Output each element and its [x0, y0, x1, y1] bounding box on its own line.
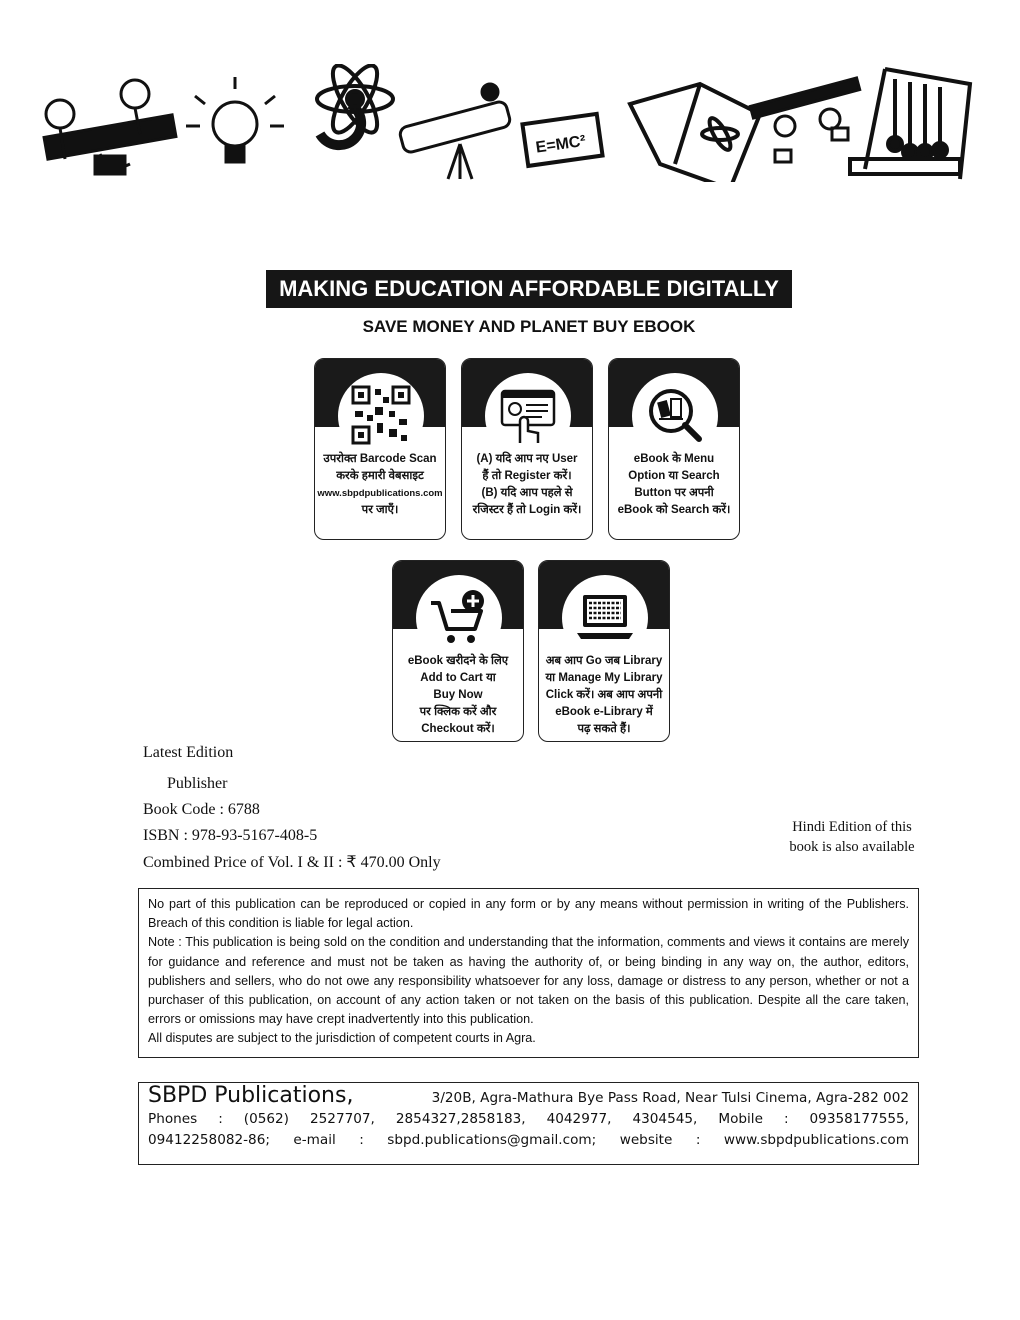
disclaimer-paragraph: All disputes are subject to the jurisdiction of competent courts in Agra.: [148, 1031, 536, 1046]
newtons-cradle-icon: [850, 69, 970, 179]
step-text: Add to Cart या: [420, 672, 496, 684]
subslogan: SAVE MONEY AND PLANET BUY EBOOK: [362, 317, 696, 336]
publisher-contact: 09412258082-86; e-mail : sbpd.publications@gmail.com; website : www.sbpdpublications.com: [148, 1132, 909, 1148]
step-card-scan: [314, 358, 446, 540]
disclaimer-paragraph: No part of this publication can be reproduced or copied in any form or by any means without permission in writing of the Publishers. Breach of this condition is liable for legal action.: [148, 897, 909, 931]
open-book-icon: [630, 84, 760, 182]
register-card-icon: [498, 385, 558, 445]
step-text: हैं तो Register करें।: [482, 470, 572, 482]
publisher-label: Publisher: [167, 775, 228, 792]
step-text: या Manage My Library: [545, 672, 663, 684]
hindi-note-line: book is also available: [789, 838, 915, 855]
search-books-icon: [645, 385, 705, 445]
step-text: (A) यदि आप नए User: [476, 453, 578, 465]
edition-label: Latest Edition: [143, 744, 234, 761]
laptop-library-icon: [575, 587, 635, 647]
publisher-box: [138, 1082, 919, 1165]
step-text: पढ़ सकते हैं।: [577, 723, 631, 735]
circuit-board-icon: [44, 80, 176, 174]
publisher-phones: Phones : (0562) 2527707, 2854327,2858183, 4042977, 4304545, Mobile : 09358177555,: [148, 1111, 909, 1127]
telescope-icon: [399, 84, 512, 179]
step-card-library: [538, 560, 670, 742]
atom-icon: [317, 64, 393, 138]
disclaimer-box: [138, 888, 919, 1058]
step-card-register: [461, 358, 593, 540]
step-text: eBook के Menu: [633, 453, 715, 465]
cart-add-icon: [429, 587, 489, 647]
light-bulb-icon: [186, 77, 284, 162]
step-text: Click करें। अब आप अपनी: [545, 689, 663, 701]
step-card-search: [608, 358, 740, 540]
step-text: करके हमारी वेबसाइट: [336, 470, 424, 482]
step-card-cart: [392, 560, 524, 742]
hindi-note-line: Hindi Edition of this: [792, 819, 912, 835]
step-text: Button पर अपनी: [634, 487, 714, 499]
step-text: (B) यदि आप पहले से: [481, 487, 573, 499]
pulley-icon: [750, 78, 859, 162]
hindi-edition-note: [752, 818, 952, 857]
step-text: पर क्लिक करें और: [419, 706, 497, 718]
step-text: Option या Search: [628, 470, 720, 482]
isbn: ISBN : 978-93-5167-408-5: [143, 827, 318, 844]
price: Combined Price of Vol. I & II : ₹ 470.00 Only: [143, 854, 441, 871]
step-text: eBook को Search करें।: [617, 504, 731, 516]
step-text: अब आप Go जब Library: [545, 655, 663, 667]
disclaimer-paragraph: Note : This publication is being sold on the condition and understanding that the information, comments and views it contains are merely for guidance and reference and must not be taken as having the authority of, or being binding in any way on, the author, editors, publishers and sellers, who do not owe any responsibility whatsoever for any loss, damage or distress to any person, whether or not a purchaser of this publication, on account of any action taken or not taken on the basis of this publication. Despite all the care taken, errors or omissions may have crept inadvertently into this publication.: [148, 935, 909, 1027]
step-text: रजिस्टर हैं तो Login करें।: [472, 504, 582, 516]
science-illustration-banner: [40, 64, 980, 182]
step-text: eBook e-Library में: [555, 706, 653, 718]
step-text: Checkout करें।: [421, 723, 495, 735]
publisher-name: SBPD Publications,: [148, 1083, 354, 1108]
step-text: पर जाएँ।: [361, 504, 399, 516]
step-text: उपरोक्त Barcode Scan: [323, 453, 437, 465]
slogan-banner: MAKING EDUCATION AFFORDABLE DIGITALLY: [266, 270, 792, 308]
book-code: Book Code : 6788: [143, 801, 260, 818]
equation-board-icon: [522, 114, 602, 166]
publisher-address: 3/20B, Agra-Mathura Bye Pass Road, Near Tulsi Cinema, Agra-282 002: [431, 1090, 909, 1106]
step-text: eBook खरीदने के लिए: [407, 655, 509, 667]
step-url: www.sbpdpublications.com: [317, 488, 443, 499]
svg-text:E=MC²: E=MC²: [534, 132, 587, 157]
qr-code-icon: [351, 385, 411, 445]
step-text: Buy Now: [433, 689, 483, 701]
